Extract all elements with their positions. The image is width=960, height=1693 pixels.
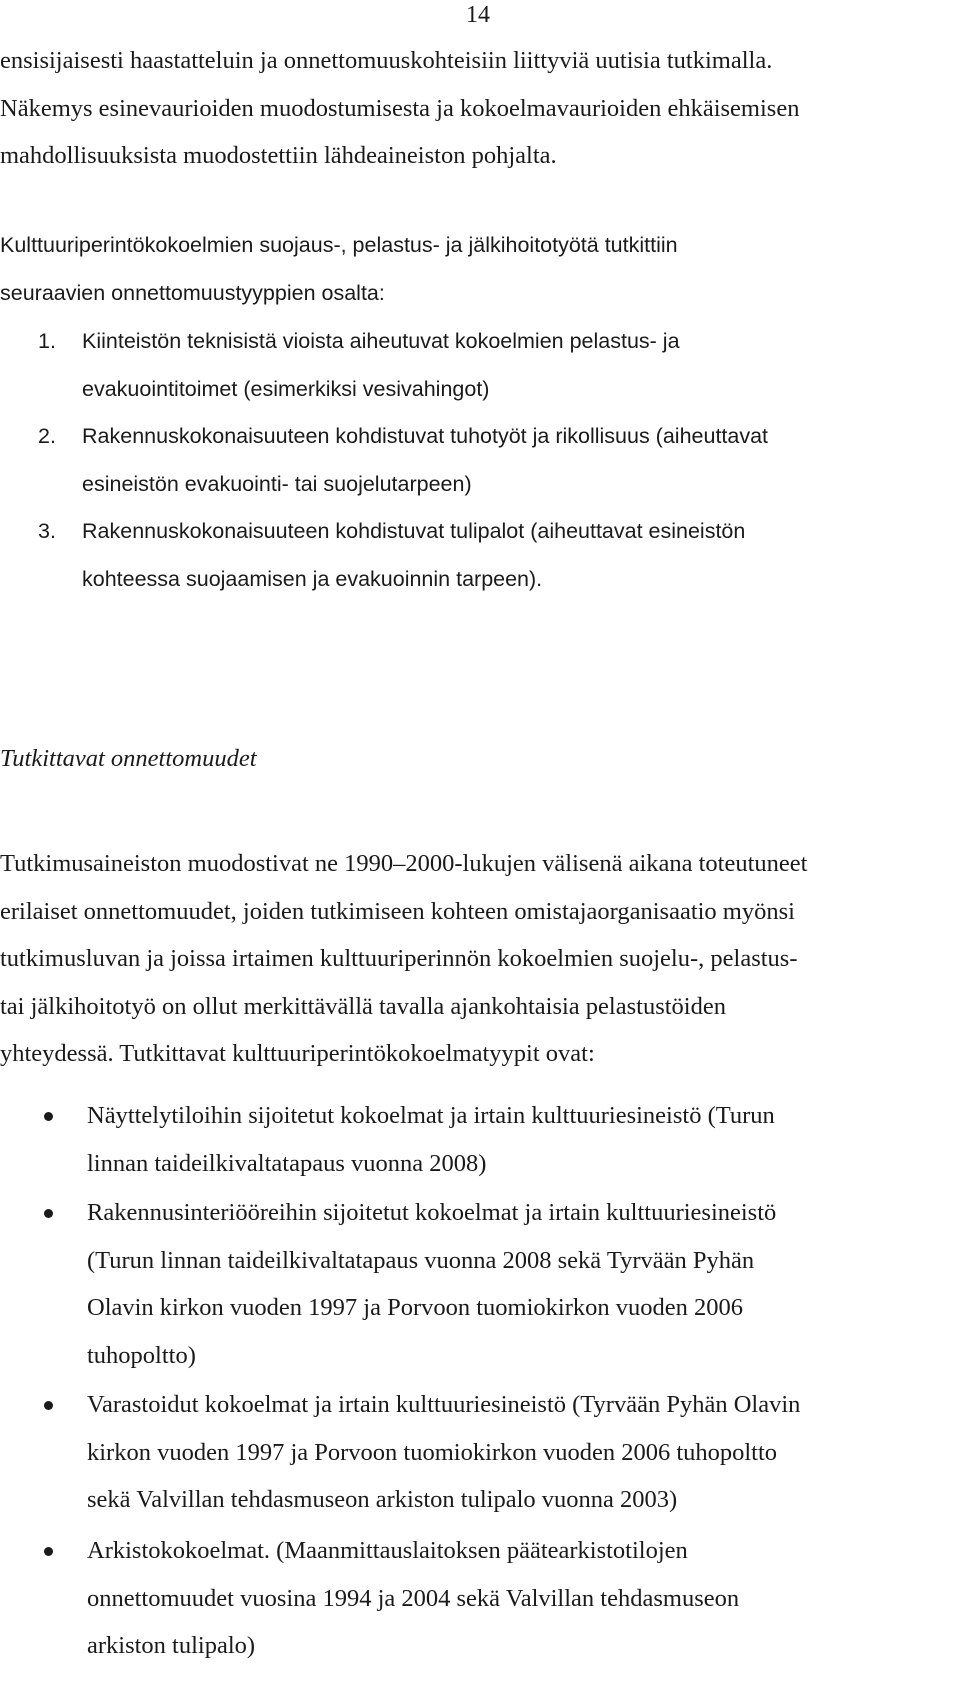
text-line: Rakennuskokonaisuuteen kohdistuvat tulipalot (aiheuttavat esineistön: [82, 519, 746, 543]
text-line: Tutkimusaineiston muodostivat ne 1990–2000-lukujen välisenä aikana toteutuneet: [0, 850, 808, 877]
body-paragraph: [0, 840, 950, 1078]
scope-paragraph: [0, 222, 950, 317]
text-line: sekä Valvillan tehdasmuseon arkiston tulipalo vuonna 2003): [87, 1486, 678, 1513]
item-number: 3.: [38, 519, 56, 543]
text-line: tutkimusluvan ja joissa irtaimen kulttuuriperinnön kokoelmien suojelu-, pelastus-: [0, 945, 798, 972]
item-number: 1.: [38, 329, 56, 353]
numbered-item-1: [0, 318, 950, 413]
bullet-icon: [44, 1401, 53, 1410]
numbered-list: [0, 318, 950, 603]
text-line: Varastoidut kokoelmat ja irtain kulttuuriesineistö (Tyrvään Pyhän Olavin: [87, 1391, 801, 1418]
bullet-icon: [44, 1209, 53, 1218]
intro-paragraph: [0, 37, 950, 180]
text-line: ensisijaisesti haastatteluin ja onnettomuuskohteisiin liittyviä uutisia tutkimalla.: [0, 47, 773, 74]
text-line: (Turun linnan taideilkivaltatapaus vuonna 2008 sekä Tyrvään Pyhän: [87, 1246, 755, 1274]
bullet-icon: [44, 1547, 53, 1556]
numbered-item-3: [0, 508, 950, 603]
section-heading: Tutkittavat onnettomuudet: [0, 745, 257, 772]
text-line: Kiinteistön teknisistä vioista aiheutuvat kokoelmien pelastus- ja: [82, 329, 680, 353]
text-line: Arkistokokoelmat. (Maanmittauslaitoksen päätearkistotilojen: [87, 1537, 688, 1564]
text-line: linnan taideilkivaltatapaus vuonna 2008): [87, 1149, 487, 1177]
text-line: arkiston tulipalo): [87, 1632, 256, 1659]
page-number: 14: [466, 2, 490, 28]
text-line: kohteessa suojaamisen ja evakuoinnin tarpeen).: [82, 566, 543, 591]
text-line: mahdollisuuksista muodostettiin lähdeaineiston pohjalta.: [0, 142, 557, 169]
text-line: tuhopoltto): [87, 1341, 196, 1369]
text-line: Kulttuuriperintökokoelmien suojaus-, pelastus- ja jälkihoitotyötä tutkittiin: [0, 233, 678, 257]
text-line: tai jälkihoitotyö on ollut merkittävällä tavalla ajankohtaisia pelastustöiden: [0, 992, 726, 1020]
text-line: seuraavien onnettomuustyyppien osalta:: [0, 280, 385, 305]
text-line: evakuointitoimet (esimerkiksi vesivahingot): [82, 376, 490, 401]
numbered-item-2: [0, 413, 950, 508]
bullet-icon: [44, 1112, 53, 1121]
text-line: kirkon vuoden 1997 ja Porvoon tuomiokirkon vuoden 2006 tuhopoltto: [87, 1438, 778, 1466]
item-number: 2.: [38, 424, 56, 448]
text-line: yhteydessä. Tutkittavat kulttuuriperintökokoelmatyypit ovat:: [0, 1040, 595, 1067]
text-line: Olavin kirkon vuoden 1997 ja Porvoon tuomiokirkon vuoden 2006: [87, 1294, 743, 1321]
text-line: onnettomuudet vuosina 1994 ja 2004 sekä Valvillan tehdasmuseon: [87, 1584, 740, 1612]
text-line: Rakennuskokonaisuuteen kohdistuvat tuhotyöt ja rikollisuus (aiheuttavat: [82, 424, 769, 448]
text-line: esineistön evakuointi- tai suojelutarpeen): [82, 471, 472, 496]
text-line: Näyttelytiloihin sijoitetut kokoelmat ja irtain kulttuuriesineistö (Turun: [87, 1102, 775, 1129]
text-line: erilaiset onnettomuudet, joiden tutkimiseen kohteen omistajaorganisaatio myönsi: [0, 897, 795, 925]
text-line: Näkemys esinevaurioiden muodostumisesta ja kokoelmavaurioiden ehkäisemisen: [0, 94, 800, 122]
text-line: Rakennusinteriööreihin sijoitetut kokoelmat ja irtain kulttuuriesineistö: [87, 1199, 777, 1226]
